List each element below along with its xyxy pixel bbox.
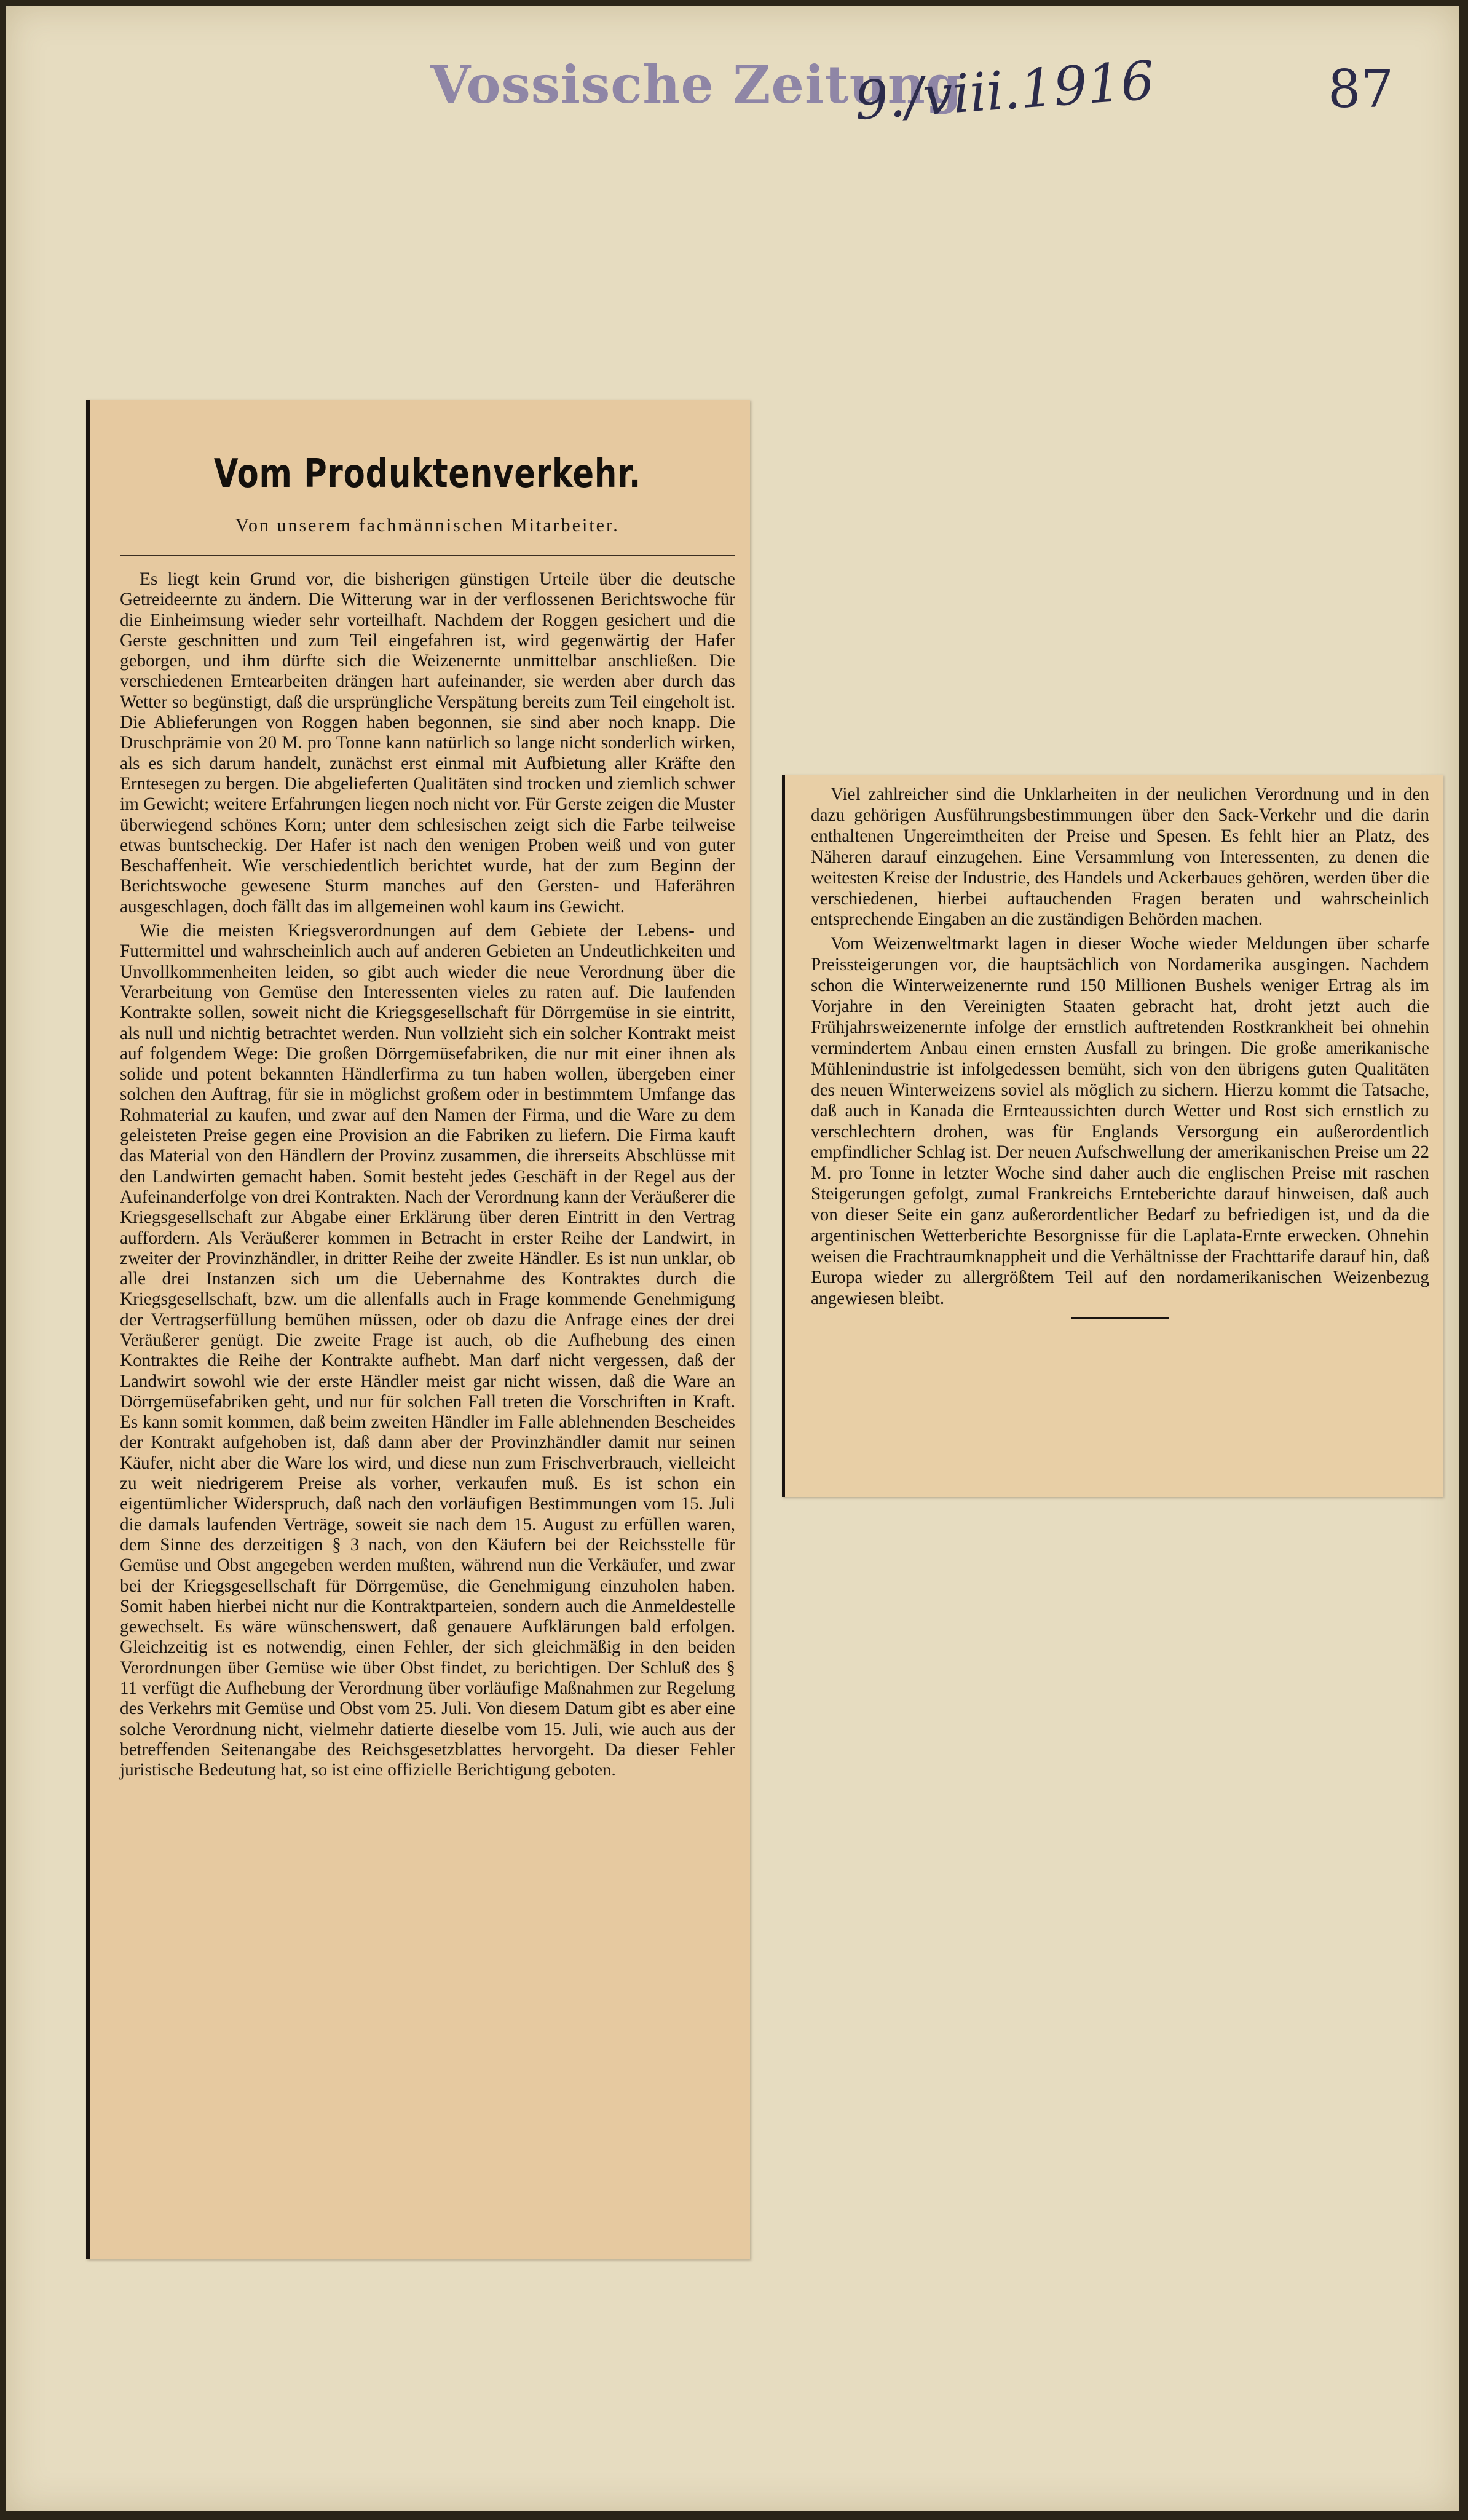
- end-rule: [1071, 1317, 1169, 1319]
- folio-number: 87: [1328, 59, 1394, 119]
- archive-sheet: [6, 6, 1459, 2511]
- paragraph-vegetable-ordinance: Wie die meisten Kriegsverordnungen auf dem Gebiete der Lebens- und Futtermittel und wahrscheinlich auch auf anderen Gebieten an Undeutlichkeiten und Unvollkommenheiten leiden, so gibt auch wieder die neue Verordnung über die Verarbeitung von Gemüse den Interessenten vieles zu raten auf. Die laufenden Kontrakte sollen, soweit nicht die Kriegsgesellschaft für Dörrgemüse in sie eintritt, als null und nichtig betrachtet werden. Nun vollzieht sich ein solcher Kontrakt meist auf folgendem Wege: Die großen Dörrgemüsefabriken, die nur mit einer ihnen als solide und potent bekannten Händlerfirma zu tun haben wollen, übergeben einer solchen den Auftrag, für sie in möglichst großem oder in bestimmtem Umfange das Rohmaterial zu kaufen, und zwar auf den Namen der Firma, und die Ware zu dem geleisteten Preise gegen eine Provision an die Fabriken zu liefern. Die Firma kauft das Material von den Händlern der Provinz zusammen, die ihrerseits Abschlüsse mit den Landwirten gemacht haben. Somit besteht jedes Geschäft in der Regel aus der Aufeinanderfolge von drei Kontrakten. Nach der Verordnung kann der Veräußerer die Kriegsgesellschaft zur Abgabe einer Erklärung über deren Eintritt in den Vertrag auffordern. Als Veräußerer kommen in Betracht in erster Reihe der Landwirt, in zweiter der Provinzhändler, in dritter Reihe der zweite Händler. Es ist nun unklar, ob alle drei Instanzen sich um die Uebernahme des Kontraktes durch die Kriegsgesellschaft, bzw. um die allenfalls auch in Frage kommende Genehmigung der Vertragserfüllung bemühen müssen, oder ob dazu die Anfrage eines der drei Veräußerer genügt. Die zweite Frage ist auch, ob die Aufhebung des einen Kontraktes die Reihe der Kontrakte aufhebt. Man darf nicht vergessen, daß der Landwirt sowohl wie der erste Händler meist gar nicht wissen, daß die Ware an Dörrgemüsefabriken geht, und nur für solchen Fall treten die Vorschriften in Kraft. Es kann somit kommen, daß beim zweiten Händler im Falle ablehnenden Bescheides der Kontrakt aufgehoben ist, daß dann aber der Provinzhändler damit nur seinen Käufer, nicht aber die Ware los wird, und diese nun zum Frischverbrauch, vielleicht zu weit niedrigerem Preise als vorher, verkaufen muß. Es ist schon ein eigentümlicher Widerspruch, daß nach den vorläufigen Bestimmungen vom 15. Juli die damals laufenden Verträge, soweit sie nach dem 15. August zu erfüllen waren, dem Sinne des derzeitigen § 3 nach, von den Käufern bei der Reichsstelle für Gemüse und Obst angegeben werden mußten, während nun die Verkäufer, und zwar bei der Kriegsgesellschaft für Dörrgemüse, die Genehmigung einzuholen haben. Somit haben hierbei nicht nur die Kontraktparteien, sondern auch die Anmeldestelle gewechselt. Es wäre wünschenswert, daß genauere Aufklärungen bald erfolgen. Gleichzeitig ist es notwendig, einen Fehler, der sich gleichmäßig in den beiden Verordnungen über Gemüse wie über Obst findet, zu berichtigen. Der Schluß des § 11 verfügt die Aufhebung der Verordnung über vorläufige Maßnahmen zur Regelung des Verkehrs mit Gemüse und Obst vom 25. Juli. Von diesem Datum gibt es aber eine solche Verordnung nicht, vielmehr datierte dieselbe vom 15. Juli, wie auch aus der betreffenden Seitenangabe des Reichsgesetzblattes hervorgeht. Da dieser Fehler juristische Bedeutung hat, so ist eine offizielle Berichtigung geboten.: [120, 921, 735, 1780]
- clipping-left-column: [86, 400, 750, 2259]
- paragraph-wheat-world-market: Vom Weizenweltmarkt lagen in dieser Woche wieder Meldungen über scharfe Preissteigerungen vor, die hauptsächlich von Nordamerika ausgingen. Nachdem schon die Winterweizenernte rund 150 Millionen Bushels weniger Ertrag als im Vorjahre in den Vereinigten Staaten gebracht hat, droht jetzt auch die Frühjahrsweizenernte infolge der ernstlich auftretenden Rostkrankheit bei ohnehin vermindertem Anbau einen ernsten Ausfall zu bringen. Die große amerikanische Mühlenindustrie ist infolgedessen bemüht, sich von den übrigens guten Qualitäten des neuen Winterweizens soviel als möglich zu sichern. Hierzu kommt die Tatsache, daß auch in Kanada die Ernteaussichten durch Wetter und Rost sich ernstlich zu verschlechtern drohen, was für Englands Versorgung ein außerordentlich empfindlicher Schlag ist. Der neuen Aufschwellung der amerikanischen Preise um 22 M. pro Tonne in letzter Woche sind daher auch die englischen Preise mit raschen Steigerungen gefolgt, zumal Frankreichs Ernteberichte darauf hinweisen, daß auch von dieser Seite ein ganz außerordentlicher Bedarf zu befriedigen ist, und da die argentinischen Wetterberichte Besorgnisse für die Laplata-Ernte erwecken. Ohnehin weisen die Frachtraumknappheit und die Verhältnisse der Frachttarife darauf hin, daß Europa wieder zu allergrößtem Teil auf den nordamerikanischen Weizenbezug angewiesen bleibt.: [811, 934, 1429, 1308]
- handwritten-date: 9./viii.1916: [853, 50, 1157, 132]
- paragraph-harvest: Es liegt kein Grund vor, die bisherigen günstigen Urteile über die deutsche Getreideernte zu ändern. Die Witterung war in der verflossenen Berichtswoche für die Einheimsung wieder sehr vorteilhaft. Nachdem der Roggen gesichert und die Gerste geschnitten und zum Teil eingefahren ist, wird gegenwärtig der Hafer geborgen, und ihm dürfte sich die Weizenernte unmittelbar anschließen. Die verschiedenen Erntearbeiten drängen hart aufeinander, sie werden aber durch das Wetter so begünstigt, daß die ursprüngliche Verspätung bereits zum Teil eingeholt ist. Die Ablieferungen von Roggen haben begonnen, sie sind aber noch knapp. Die Druschprämie von 20 M. pro Tonne kann natürlich so lange nicht sonderlich wirken, als es sich darum handelt, zunächst erst einmal mit Aufbietung aller Kräfte den Erntesegen zu bergen. Die abgelieferten Qualitäten sind trocken und ziemlich schwer im Gewicht; weitere Erfahrungen liegen noch nicht vor. Für Gerste zeigen die Muster überwiegend schönes Korn; unter dem schlesischen zeigt sich die Farbe teilweise etwas buntscheckig. Der Hafer ist nach den wenigen Proben weiß und von guter Beschaffenheit. Wie verschiedentlich berichtet wurde, hat der zum Beginn der Berichtswoche gewesene Sturm manches auf den Gersten- und Haferähren ausgeschlagen, doch fällt das im allgemeinen wohl kaum ins Gewicht.: [120, 569, 735, 917]
- paragraph-sack-traffic: Viel zahlreicher sind die Unklarheiten in der neulichen Verordnung und in den dazu gehörigen Ausführungsbestimmungen über den Sack-Verkehr und die darin enthaltenen Ungereimtheiten der Preise und Spesen. Es fehlt hier an Platz, des Näheren darauf einzugehen. Eine Versammlung von Interessenten, zu denen die weitesten Kreise der Industrie, des Handels und Ackerbaues gehören, werden über die verschiedenen, hierbei auftauchenden Fragen beraten und wahrscheinlich entsprechende Eingaben an die zuständigen Behörden machen.: [811, 784, 1429, 930]
- article-title: Vom Produktenverkehr.: [213, 451, 642, 497]
- title-rule: [120, 555, 735, 556]
- clipping-right-column: [782, 775, 1443, 1497]
- newspaper-stamp: Vossische Zeitung: [430, 54, 963, 115]
- article-byline: Von unserem fachmännischen Mitarbeiter.: [235, 515, 620, 535]
